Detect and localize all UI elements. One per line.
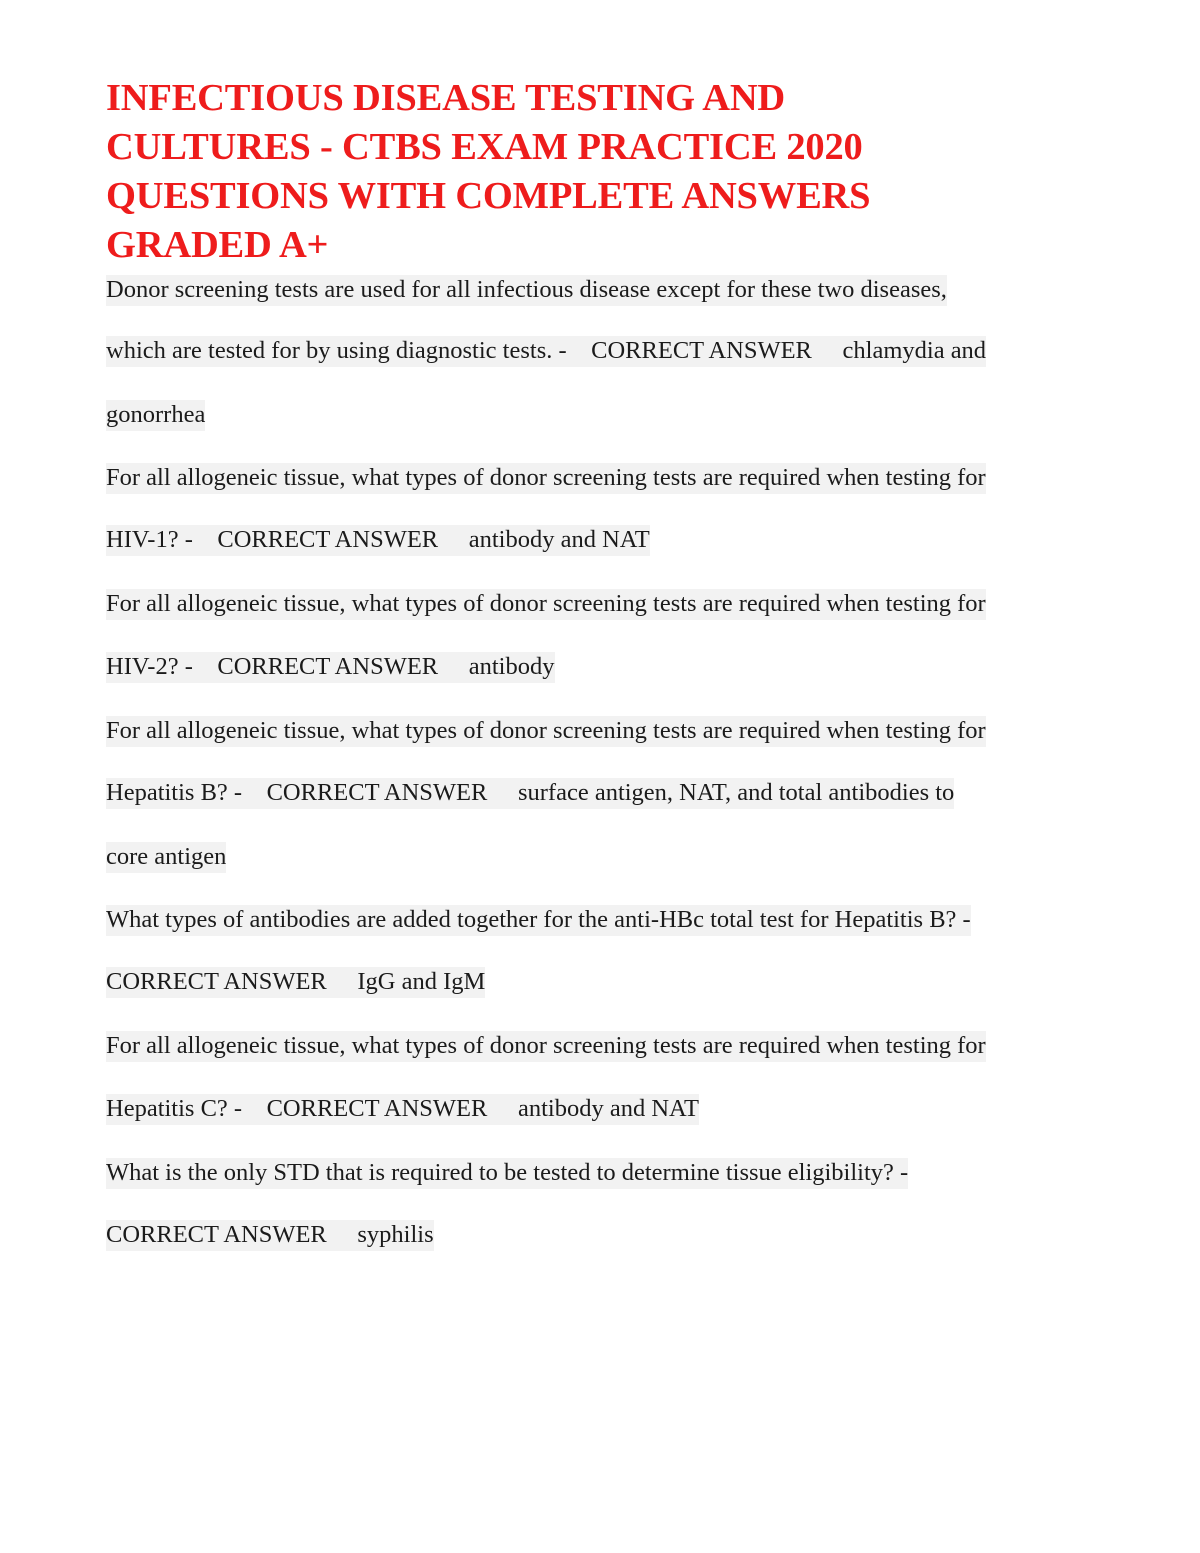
text-line-10 bbox=[106, 838, 226, 876]
title-line-3: QUESTIONS WITH COMPLETE ANSWERS bbox=[106, 175, 871, 217]
question-2-line-2: HIV-1? - CORRECT ANSWER antibody and NAT bbox=[106, 525, 650, 556]
text-line-12 bbox=[106, 963, 485, 1001]
question-3-line-2: HIV-2? - CORRECT ANSWER antibody bbox=[106, 652, 555, 683]
title-line-4: GRADED A+ bbox=[106, 224, 329, 266]
question-3-line-1: For all allogeneic tissue, what types of donor screening tests are required when testing for bbox=[106, 589, 986, 620]
question-7-line-2: CORRECT ANSWER syphilis bbox=[106, 1220, 434, 1251]
answer-4-continuation: core antigen bbox=[106, 842, 226, 873]
text-line-3 bbox=[106, 396, 205, 434]
question-7-line-1: What is the only STD that is required to be tested to determine tissue eligibility? - bbox=[106, 1158, 908, 1189]
document-title bbox=[106, 74, 1106, 270]
text-line-14 bbox=[106, 1090, 699, 1128]
text-line-8 bbox=[106, 712, 986, 750]
text-line-1 bbox=[106, 271, 947, 309]
question-6-line-2: Hepatitis C? - CORRECT ANSWER antibody and NAT bbox=[106, 1094, 699, 1125]
question-1-line-2: which are tested for by using diagnostic tests. - CORRECT ANSWER chlamydia and bbox=[106, 336, 986, 367]
question-6-line-1: For all allogeneic tissue, what types of donor screening tests are required when testing for bbox=[106, 1031, 986, 1062]
text-line-9 bbox=[106, 774, 954, 812]
text-line-16 bbox=[106, 1216, 434, 1254]
answer-1-continuation: gonorrhea bbox=[106, 400, 205, 431]
text-line-5 bbox=[106, 521, 650, 559]
question-5-line-2: CORRECT ANSWER IgG and IgM bbox=[106, 967, 485, 998]
title-line-1: INFECTIOUS DISEASE TESTING AND bbox=[106, 77, 786, 119]
text-line-6 bbox=[106, 585, 986, 623]
question-5-line-1: What types of antibodies are added together for the anti-HBc total test for Hepatitis B? - bbox=[106, 905, 971, 936]
text-line-11 bbox=[106, 901, 971, 939]
question-4-line-2: Hepatitis B? - CORRECT ANSWER surface antigen, NAT, and total antibodies to bbox=[106, 778, 954, 809]
text-line-15 bbox=[106, 1154, 908, 1192]
text-line-7 bbox=[106, 648, 555, 686]
text-line-13 bbox=[106, 1027, 986, 1065]
question-4-line-1: For all allogeneic tissue, what types of donor screening tests are required when testing for bbox=[106, 716, 986, 747]
title-line-2: CULTURES - CTBS EXAM PRACTICE 2020 bbox=[106, 126, 863, 168]
question-1-line-1: Donor screening tests are used for all infectious disease except for these two diseases, bbox=[106, 275, 947, 306]
text-line-4 bbox=[106, 459, 986, 497]
text-line-2 bbox=[106, 332, 986, 370]
question-2-line-1: For all allogeneic tissue, what types of donor screening tests are required when testing for bbox=[106, 463, 986, 494]
